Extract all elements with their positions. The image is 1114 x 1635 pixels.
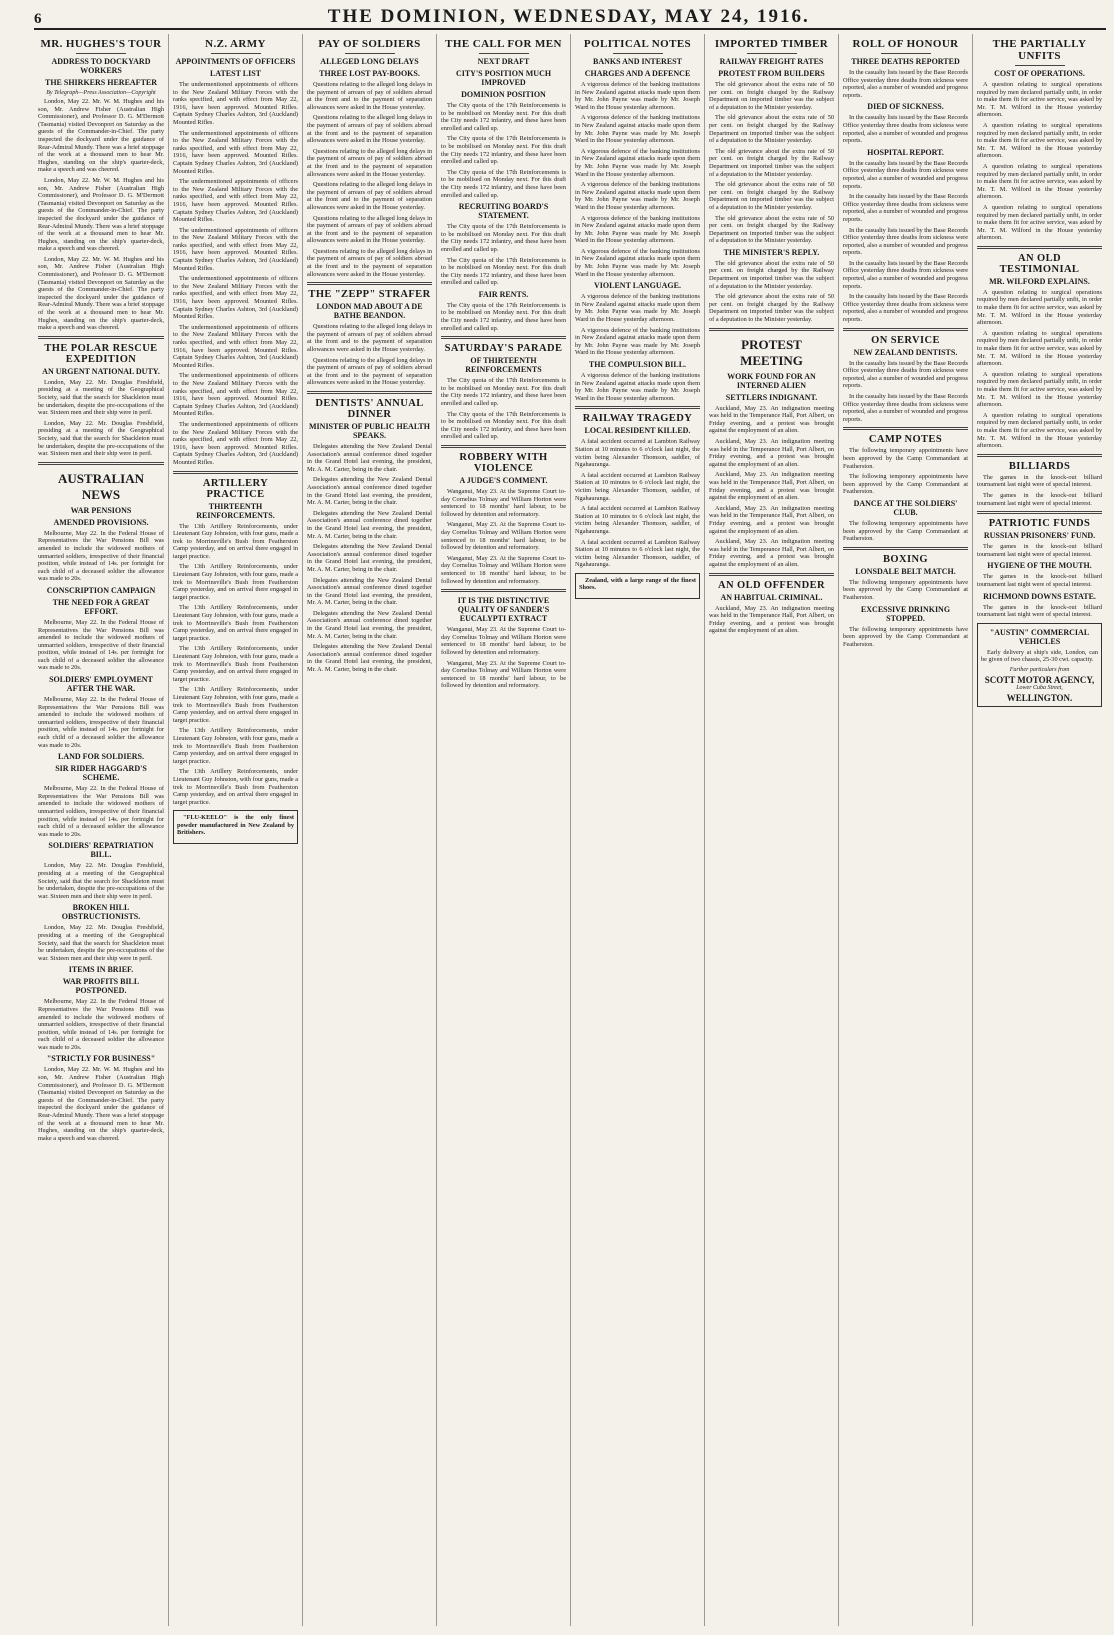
article-body: Auckland, May 23. An indignation meeting was held in the Temperance Hall, Port Albert, on Friday evening, and a protest was brought against the employment of an alien.: [709, 538, 834, 568]
article-body: The undermentioned appointments of officers to the New Zealand Military Forces with the ranks specified, and with effect from May 22, 1916, have been approved. Mounted Rifles. Captain Sydney Charles Ashton, 3rd (Auckland) Mounted Rifles.: [173, 372, 298, 418]
headline: IMPORTED TIMBER: [714, 38, 829, 50]
article-body: A question relating to surgical operations required by men declared partially unfit, in order to make them fit for active service, was asked by Mr. T. M. Wilford in the House yesterday afternoon.: [977, 81, 1102, 119]
article-body: A vigorous defence of the banking institutions in New Zealand against attacks made upon them by Mr. John Payne was made by Mr. Joseph Ward in the House yesterday afternoon.: [575, 372, 700, 402]
column-2: [168, 34, 302, 1626]
article-body: Melbourne, May 22. In the Federal House of Representatives the War Pensions Bill was amended to include the widowed mothers of unmarried soldiers, irrespective of their financial position, while instead of 14s. per fortnight for each child of a deceased soldier the allowance was made to 20s.: [38, 696, 164, 749]
subheadline: IT IS THE DISTINCTIVE QUALITY OF SANDER'S EUCALYPTI EXTRACT: [457, 596, 550, 624]
article-body: The undermentioned appointments of officers to the New Zealand Military Forces with the ranks specified, and with effect from May 22, 1916, have been approved. Mounted Rifles. Captain Sydney Charles Ashton, 3rd (Auckland) Mounted Rifles.: [173, 323, 298, 369]
divider: [441, 589, 566, 592]
article-body: The games in the knock-out billiard tournament last night were of special interest.: [977, 491, 1102, 507]
subheadline: BROKEN HILL OBSTRUCTIONISTS.: [61, 903, 141, 922]
subheadline: THE NEED FOR A GREAT EFFORT.: [52, 597, 150, 616]
advertisement: [977, 623, 1102, 707]
subheadline: WAR PROFITS BILL POSTPONED.: [62, 977, 140, 996]
headline: PAY OF SOLDIERS: [318, 38, 421, 50]
divider: [345, 53, 395, 54]
subheadline: ALLEGED LONG DELAYS: [320, 57, 419, 66]
subheadline: LOCAL RESIDENT KILLED.: [584, 426, 691, 436]
headline: THE CALL FOR MEN: [445, 38, 562, 50]
divider: [613, 53, 663, 54]
article-body: The 13th Artillery Reinforcements, under Lieutenant Guy Johnston, with four guns, made a trek to Morrinsville's Bush from Featherston Camp yesterday, and on arrival there engaged in target practice.: [173, 604, 298, 642]
article-body: In the casualty lists issued by the Base Records Office yesterday three deaths from sickness were reported, also a number of wounded and progress reports.: [843, 259, 968, 290]
article-body: A fatal accident occurred at Lambton Railway Station at 10 minutes to 6 o'clock last night, the victim being Alexander Thomson, saddler, of Ngahauranga.: [575, 538, 700, 569]
article-body: A question relating to surgical operations required by men declared partially unfit, in order to make them fit for active service, was asked by Mr. T. M. Wilford in the House yesterday afternoon.: [977, 203, 1102, 242]
article-body: The following temporary appointments have been approved by the Camp Commandant at Featherston.: [843, 473, 968, 496]
article-body: Wanganui, May 23. At the Supreme Court to-day Cornelius Tolmay and William Horton were sentenced to 18 months' hard labour, to be followed by detention and reformatory.: [441, 554, 566, 585]
ad-city: WELLINGTON.: [1006, 692, 1073, 703]
headline: N.Z. ARMY: [205, 38, 266, 50]
article-body: The old grievance about the extra rate of 50 per cent. on freight charged by the Railway Department on imported timber was the subject of a deputation to the Minister yesterday.: [709, 293, 834, 324]
headline: BILLIARDS: [1008, 460, 1071, 472]
subheadline: LONSDALE BELT MATCH.: [855, 566, 956, 576]
article-body: A fatal accident occurred at Lambton Railway Station at 10 minutes to 6 o'clock last night, the victim being Alexander Thomson, saddler, of Ngahauranga.: [575, 438, 700, 469]
subheadline: LAND FOR SOLDIERS.: [57, 752, 144, 762]
divider: [38, 462, 164, 465]
headline: DENTISTS' ANNUAL DINNER: [315, 398, 424, 420]
article-body: Questions relating to the alleged long delays in the payment of arrears of pay of soldiers abroad at the front and to the payment of separation allowances were asked in the House yesterday.: [307, 323, 432, 354]
subheadline: A JUDGE'S COMMENT.: [459, 476, 548, 485]
subheadline: LONDON MAD ABOUT A DE BATHE BEANDON.: [316, 302, 423, 321]
article-body: The undermentioned appointments of officers to the New Zealand Military Forces with the ranks specified, and with effect from May 22, 1916, have been approved. Mounted Rifles. Captain Sydney Charles Ashton, 3rd (Auckland) Mounted Rifles.: [173, 275, 298, 321]
subheadline: WAR PENSIONS: [70, 505, 132, 515]
article-body: In the casualty lists issued by the Base Records Office yesterday three deaths from sickness were reported, also a number of wounded and progress reports.: [843, 393, 968, 423]
subheadline: VIOLENT LANGUAGE.: [594, 281, 681, 291]
article-body: In the casualty lists issued by the Base Records Office yesterday three deaths from sickness were reported, also a number of wounded and progress reports.: [843, 159, 968, 190]
article-body: The undermentioned appointments of officers to the New Zealand Military Forces with the ranks specified, and with effect from May 22, 1916, have been approved. Mounted Rifles. Captain Sydney Charles Ashton, 3rd (Auckland) Mounted Rifles.: [173, 420, 298, 466]
headline: ROBBERY WITH VIOLENCE: [459, 452, 548, 474]
headline: AN OLD TESTIMONIAL: [999, 252, 1080, 275]
article-body: London, May 22. Mr. Douglas Freshfield, presiding at a meeting of the Geographical Society, said that the search for Shackleton must be undertaken, despite the pre-occupations of the war. Sixteen men and their ship were in peril.: [38, 378, 164, 417]
headline: THE POLAR RESCUE EXPEDITION: [44, 342, 158, 365]
divider: [173, 471, 298, 474]
column-8: [972, 34, 1106, 1626]
article-body: Questions relating to the alleged long delays in the payment of arrears of pay of soldiers abroad at the front and to the payment of separation allowances were asked in the House yesterday.: [307, 214, 432, 245]
article-body: Melbourne, May 22. In the Federal House of Representatives the War Pensions Bill was amended to include the widowed mothers of unmarried soldiers, irrespective of their financial position, while instead of 14s. per fortnight for each child of a deceased soldier the allowance was made to 20s.: [38, 618, 164, 672]
article-body: The City quota of the 17th Reinforcements is to be mobilised on Monday next. For this draft the City needs 172 infantry, and these have been enrolled and called up.: [441, 223, 566, 253]
column-1: [34, 34, 168, 1626]
article-body: The 13th Artillery Reinforcements, under Lieutenant Guy Johnston, with four guns, made a trek to Morrinsville's Bush from Featherston Camp yesterday, and on arrival there engaged in target practice.: [173, 645, 298, 683]
article-body: The City quota of the 17th Reinforcements is to be mobilised on Monday next. For this draft the City needs 172 infantry, and these have been enrolled and called up.: [441, 102, 566, 132]
subheadline: COST OF OPERATIONS.: [994, 69, 1085, 78]
headline: ROLL OF HONOUR: [852, 38, 959, 50]
article-body: The 13th Artillery Reinforcements, under Lieutenant Guy Johnston, with four guns, made a trek to Morrinsville's Bush from Featherston Camp yesterday, and on arrival there engaged in target practice.: [173, 522, 298, 560]
subheadline: MINISTER OF PUBLIC HEALTH SPEAKS.: [309, 422, 430, 440]
subheadline: SOLDIERS' EMPLOYMENT AFTER THE WAR.: [49, 675, 153, 694]
article-body: The old grievance about the extra rate of 50 per cent. on freight charged by the Railway Department on imported timber was the subject of a deputation to the Minister yesterday.: [709, 214, 834, 245]
subheadline: FAIR RENTS.: [478, 289, 529, 299]
section-headline: AUSTRALIAN NEWS: [58, 470, 144, 502]
subheadline: EXCESSIVE DRINKING STOPPED.: [860, 604, 951, 623]
article-body: A vigorous defence of the banking institutions in New Zealand against attacks made upon them by Mr. John Payne was made by Mr. Joseph Ward in the House yesterday afternoon.: [575, 181, 700, 211]
article-body: Auckland, May 23. An indignation meeting was held in the Temperance Hall, Port Albert, on Friday evening, and a protest was brought against the employment of an alien.: [709, 471, 834, 502]
subheadline: "STRICTLY FOR BUSINESS": [46, 1054, 156, 1064]
subheadline: CITY'S POSITION MUCH IMPROVED: [455, 69, 552, 87]
headline: THE "ZEPP" STRAFER: [308, 289, 431, 301]
subheadline: RECRUITING BOARD'S STATEMENT.: [458, 202, 549, 221]
page-number: 6: [34, 11, 42, 27]
article-body: The games in the knock-out billiard tournament last night were of special interest.: [977, 543, 1102, 558]
divider: [977, 246, 1102, 249]
subheadline: AN HABITUAL CRIMINAL.: [720, 592, 823, 602]
article-body: Auckland, May 23. An indignation meeting was held in the Temperance Hall, Port Albert, on Friday evening, and a protest was brought against the employment of an alien.: [709, 504, 834, 535]
headline: MR. HUGHES'S TOUR: [40, 38, 162, 50]
article-body: Delegates attending the New Zealand Dental Association's annual conference dined together in the Grand Hotel last evening, the president, Mr. A. M. Carter, being in the chair.: [307, 543, 432, 573]
article-body: London, May 22. Mr. Douglas Freshfield, presiding at a meeting of the Geographical Society, said that the search for Shackleton must be undertaken, despite the pre-occupations of the war. Sixteen men and their ship were in peril.: [38, 862, 164, 900]
newspaper-title: THE DOMINION, WEDNESDAY, MAY 24, 1916.: [327, 6, 810, 27]
article-body: Wanganui, May 23. At the Supreme Court to-day Cornelius Tolmay and William Horton were sentenced to 18 months' hard labour, to be followed by detention and reformatory.: [441, 626, 566, 656]
divider: [441, 445, 566, 448]
article-body: A question relating to surgical operations required by men declared partially unfit, in order to make them fit for active service, was asked by Mr. T. M. Wilford in the House yesterday afternoon.: [977, 329, 1102, 368]
subheadline: MR. WILFORD EXPLAINS.: [989, 276, 1090, 286]
subheadline: THE SHIRKERS HEREAFTER: [44, 78, 158, 87]
subheadline: THE MINISTER'S REPLY.: [723, 247, 820, 257]
subheadline: THE COMPULSION BILL.: [588, 360, 687, 369]
article-body: In the casualty lists issued by the Base Records Office yesterday three deaths from sickness were reported, also a number of wounded and progress reports.: [843, 359, 968, 390]
subheadline: LATEST LIST: [209, 69, 262, 78]
headline: ARTILLERY PRACTICE: [202, 477, 269, 500]
ad-text: Early delivery at ship's side, London, can be given of two chassis, 25-30 cwt. capacity.: [981, 648, 1098, 664]
section-headline: PROTEST MEETING: [740, 336, 803, 368]
article-body: London, May 22. Mr. Douglas Freshfield, presiding at a meeting of the Geographical Society, said that the search for Shackleton must be undertaken, despite the pre-occupations of the war. Sixteen men and their ship were in peril.: [38, 924, 164, 962]
divider: [38, 336, 164, 339]
divider: [441, 336, 566, 339]
subheadline: PROTEST FROM BUILDERS: [718, 69, 825, 78]
subheadline: DANCE AT THE SOLDIERS' CLUB.: [853, 498, 958, 517]
article-body: The City quota of the 17th Reinforcements is to be mobilised on Monday next. For this draft the City needs 172 infantry, and these have been enrolled and called up.: [441, 410, 566, 441]
divider: [709, 573, 834, 576]
article-body: Delegates attending the New Zealand Dental Association's annual conference dined together in the Grand Hotel last evening, the president, Mr. A. M. Carter, being in the chair.: [307, 476, 432, 507]
subheadline: ADDRESS TO DOCKYARD WORKERS: [51, 57, 151, 75]
article-body: London, May 22. Mr. W. M. Hughes and his son, Mr. Andrew Fisher (Australian High Commissioner), and Professor D. G. M'Dermott (Tasmania) visited Devonport on Saturday as the guests of the Commander-in-Chief. The party inspected the dockyard under the guidance of Rear-Admiral Mundy. There was a brief stoppage of the work at a thousand men to hear Mr. Hughes, standing on the ship's quarter-deck, make a speech and was cheered.: [38, 255, 164, 332]
subheadline: RAILWAY FREIGHT RATES: [719, 57, 824, 66]
article-body: Questions relating to the alleged long delays in the payment of arrears of pay of soldiers abroad at the front and to the payment of separation allowances were asked in the House yesterday.: [307, 114, 432, 145]
divider: [977, 454, 1102, 457]
subheadline: NEW ZEALAND DENTISTS.: [853, 347, 958, 357]
divider: [881, 53, 931, 54]
article-body: Auckland, May 23. An indignation meeting was held in the Temperance Hall, Port Albert, on Friday evening, and a protest was brought against the employment of an alien.: [709, 438, 834, 468]
divider: [747, 53, 797, 54]
advertisement: [575, 573, 700, 599]
article-body: A vigorous defence of the banking institutions in New Zealand against attacks made upon them by Mr. John Payne was made by Mr. Joseph Ward in the House yesterday afternoon.: [575, 114, 700, 145]
article-body: London, May 22. Mr. W. M. Hughes and his son, Mr. Andrew Fisher (Australian High Commissioner), and Professor D. G. M'Dermott (Tasmania) visited Devonport on Saturday as the guests of the Commander-in-Chief. The party inspected the dockyard under the guidance of Rear-Admiral Mundy. There was a brief stoppage of the work at a thousand men to hear Mr. Hughes, standing on the ship's quarter-deck, make a speech and was cheered.: [38, 1066, 164, 1142]
article-body: In the casualty lists issued by the Base Records Office yesterday three deaths from sickness were reported, also a number of wounded and progress reports.: [843, 69, 968, 99]
article-body: The games in the knock-out billiard tournament last night were of special interest.: [977, 473, 1102, 489]
article-body: The City quota of the 17th Reinforcements is to be mobilised on Monday next. For this draft the City needs 172 infantry, and these have been enrolled and called up.: [441, 135, 566, 166]
article-body: The old grievance about the extra rate of 50 per cent. on freight charged by the Railway Department on imported timber was the subject of a deputation to the Minister yesterday.: [709, 181, 834, 211]
divider: [977, 511, 1102, 514]
ad-text: Zealand, with a large range of the finest Shoes.: [579, 576, 696, 592]
article-body: The 13th Artillery Reinforcements, under Lieutenant Guy Johnston, with four guns, made a trek to Morrinsville's Bush from Featherston Camp yesterday, and on arrival there engaged in target practice.: [173, 727, 298, 765]
subheadline: SIR RIDER HAGGARD'S SCHEME.: [55, 764, 147, 783]
subheadline: AMENDED PROVISIONS.: [53, 517, 149, 527]
divider: [843, 547, 968, 550]
divider: [479, 53, 529, 54]
subheadline: NEXT DRAFT: [477, 57, 530, 66]
subheadline: HYGIENE OF THE MOUTH.: [987, 561, 1092, 571]
subheadline: THREE DEATHS REPORTED: [851, 57, 960, 66]
article-body: In the casualty lists issued by the Base Records Office yesterday three deaths from sickness were reported, also a number of wounded and progress reports.: [843, 293, 968, 324]
subheadline: RICHMOND DOWNS ESTATE.: [983, 591, 1096, 601]
article-body: The City quota of the 17th Reinforcements is to be mobilised on Monday next. For this draft the City needs 172 infantry, and these have been enrolled and called up.: [441, 301, 566, 332]
column-3: [302, 34, 436, 1626]
article-body: Wanganui, May 23. At the Supreme Court to-day Cornelius Tolmay and William Horton were sentenced to 18 months' hard labour, to be followed by detention and reformatory.: [441, 659, 566, 690]
headline: AN OLD OFFENDER: [718, 579, 825, 591]
headline: CAMP NOTES: [868, 434, 943, 446]
article-body: A vigorous defence of the banking institutions in New Zealand against attacks made upon them by Mr. John Payne was made by Mr. Joseph Ward in the House yesterday afternoon.: [575, 326, 700, 357]
subheadline: HOSPITAL REPORT.: [867, 147, 944, 157]
article-body: The old grievance about the extra rate of 50 per cent. on freight charged by the Railway Department on imported timber was the subject of a deputation to the Minister yesterday.: [709, 259, 834, 290]
article-body: A vigorous defence of the banking institutions in New Zealand against attacks made upon them by Mr. John Payne was made by Mr. Joseph Ward in the House yesterday afternoon.: [575, 81, 700, 111]
article-body: A vigorous defence of the banking institutions in New Zealand against attacks made upon them by Mr. John Payne was made by Mr. Joseph Ward in the House yesterday afternoon.: [575, 247, 700, 278]
article-body: A fatal accident occurred at Lambton Railway Station at 10 minutes to 6 o'clock last night, the victim being Alexander Thomson, saddler, of Ngahauranga.: [575, 471, 700, 502]
subheadline: SETTLERS INDIGNANT.: [725, 392, 818, 402]
article-body: The games in the knock-out billiard tournament last night were of special interest.: [977, 573, 1102, 588]
ad-text: Further particulars from: [1009, 666, 1070, 673]
article-body: London, May 22. Mr. Douglas Freshfield, presiding at a meeting of the Geographical Society, said that the search for Shackleton must be undertaken, despite the pre-occupations of the war. Sixteen men and their ship were in peril.: [38, 419, 164, 458]
subheadline: THREE LOST PAY-BOOKS.: [319, 69, 420, 78]
article-body: In the casualty lists issued by the Base Records Office yesterday three deaths from sickness were reported, also a number of wounded and progress reports.: [843, 114, 968, 145]
article-body: A question relating to surgical operations required by men declared partially unfit, in order to make them fit for active service, was asked by Mr. T. M. Wilford in the House yesterday afternoon.: [977, 121, 1102, 160]
divider: [709, 328, 834, 331]
divider: [1015, 65, 1065, 66]
byline: By Telegraph—Press Association—Copyright: [46, 90, 156, 96]
ad-company: SCOTT MOTOR AGENCY,: [984, 674, 1095, 685]
headline: PATRIOTIC FUNDS: [988, 518, 1091, 530]
article-body: A fatal accident occurred at Lambton Railway Station at 10 minutes to 6 o'clock last night, the victim being Alexander Thomson, saddler, of Ngahauranga.: [575, 505, 700, 535]
article-body: Melbourne, May 22. In the Federal House of Representatives the War Pensions Bill was amended to include the widowed mothers of unmarried soldiers, irrespective of their financial position, while instead of 14s. per fortnight for each child of a deceased soldier the allowance was made to 20s.: [38, 998, 164, 1051]
article-body: Wanganui, May 23. At the Supreme Court to-day Cornelius Tolmay and William Horton were sentenced to 18 months' hard labour, to be followed by detention and reformatory.: [441, 488, 566, 518]
subheadline: WORK FOUND FOR AN INTERNED ALIEN: [727, 371, 816, 390]
divider: [76, 53, 126, 54]
headline: BOXING: [883, 553, 928, 565]
article-body: The City quota of the 17th Reinforcements is to be mobilised on Monday next. For this draft the City needs 172 infantry, and these have been enrolled and called up.: [441, 168, 566, 199]
article-body: The following temporary appointments have been approved by the Camp Commandant at Featherston.: [843, 578, 968, 601]
headline: ON SERVICE: [871, 334, 940, 346]
article-body: Auckland, May 23. An indignation meeting was held in the Temperance Hall, Port Albert, on Friday evening, and a protest was brought against the employment of an alien.: [709, 404, 834, 435]
columns: [34, 34, 1106, 1626]
subheadline: DOMINION POSITION: [461, 90, 546, 99]
article-body: A question relating to surgical operations required by men declared partially unfit, in order to make them fit for active service, was asked by Mr. T. M. Wilford in the House yesterday afternoon.: [977, 288, 1102, 327]
article-body: The 13th Artillery Reinforcements, under Lieutenant Guy Johnston, with four guns, made a trek to Morrinsville's Bush from Featherston Camp yesterday, and on arrival there engaged in target practice.: [173, 686, 298, 724]
article-body: The old grievance about the extra rate of 50 per cent. on freight charged by the Railway Department on imported timber was the subject of a deputation to the Minister yesterday.: [709, 114, 834, 145]
article-body: The following temporary appointments have been approved by the Camp Commandant at Featherston.: [843, 447, 968, 470]
article-body: Questions relating to the alleged long delays in the payment of arrears of pay of soldiers abroad at the front and to the payment of separation allowances were asked in the House yesterday.: [307, 81, 432, 111]
headline: SATURDAY'S PARADE: [444, 343, 563, 355]
article-body: A vigorous defence of the banking institutions in New Zealand against attacks made upon them by Mr. John Payne was made by Mr. Joseph Ward in the House yesterday afternoon.: [575, 214, 700, 245]
headline: RAILWAY TRAGEDY: [582, 413, 693, 425]
article-body: The City quota of the 17th Reinforcements is to be mobilised on Monday next. For this draft the City needs 172 infantry, and these have been enrolled and called up.: [441, 256, 566, 287]
article-body: Melbourne, May 22. In the Federal House of Representatives the War Pensions Bill was amended to include the widowed mothers of unmarried soldiers, irrespective of their financial position, while instead of 14s. per fortnight for each child of a deceased soldier the allowance was made to 20s.: [38, 529, 164, 583]
column-6: [704, 34, 838, 1626]
article-body: The undermentioned appointments of officers to the New Zealand Military Forces with the ranks specified, and with effect from May 22, 1916, have been approved. Mounted Rifles. Captain Sydney Charles Ashton, 3rd (Auckland) Mounted Rifles.: [173, 81, 298, 126]
subheadline: RUSSIAN PRISONERS' FUND.: [983, 531, 1096, 541]
article-body: Delegates attending the New Zealand Dental Association's annual conference dined together in the Grand Hotel last evening, the president, Mr. A. M. Carter, being in the chair.: [307, 509, 432, 540]
article-body: The undermentioned appointments of officers to the New Zealand Military Forces with the ranks specified, and with effect from May 22, 1916, have been approved. Mounted Rifles. Captain Sydney Charles Ashton, 3rd (Auckland) Mounted Rifles.: [173, 178, 298, 224]
ad-text: "FLU-KEELO" is the only finest powder manufactured in New Zealand by Britishers.: [177, 814, 294, 837]
article-body: The old grievance about the extra rate of 50 per cent. on freight charged by the Railway Department on imported timber was the subject of a deputation to the Minister yesterday.: [709, 81, 834, 111]
article-body: In the casualty lists issued by the Base Records Office yesterday three deaths from sickness were reported, also a number of wounded and progress reports.: [843, 193, 968, 223]
divider: [307, 391, 432, 394]
subheadline: OF THIRTEENTH REINFORCEMENTS: [465, 356, 542, 375]
subheadline: BANKS AND INTEREST: [593, 57, 682, 66]
subheadline: DIED OF SICKNESS.: [867, 102, 944, 112]
article-body: The City quota of the 17th Reinforcements is to be mobilised on Monday next. For this draft the City needs 172 infantry, and these have been enrolled and called up.: [441, 377, 566, 408]
article-body: A vigorous defence of the banking institutions in New Zealand against attacks made upon them by Mr. John Payne was made by Mr. Joseph Ward in the House yesterday afternoon.: [575, 293, 700, 324]
article-body: The undermentioned appointments of officers to the New Zealand Military Forces with the ranks specified, and with effect from May 22, 1916, have been approved. Mounted Rifles. Captain Sydney Charles Ashton, 3rd (Auckland) Mounted Rifles.: [173, 129, 298, 175]
article-body: Auckland, May 23. An indignation meeting was held in the Temperance Hall, Port Albert, on Friday evening, and a protest was brought against the employment of an alien.: [709, 604, 834, 635]
subheadline: ITEMS IN BRIEF.: [68, 965, 134, 975]
subheadline: APPOINTMENTS OF OFFICERS: [175, 57, 296, 66]
article-body: Delegates attending the New Zealand Dental Association's annual conference dined together in the Grand Hotel last evening, the president, Mr. A. M. Carter, being in the chair.: [307, 576, 432, 607]
article-body: In the casualty lists issued by the Base Records Office yesterday three deaths from sickness were reported, also a number of wounded and progress reports.: [843, 226, 968, 257]
subheadline: THIRTEENTH REINFORCEMENTS.: [196, 501, 275, 520]
article-body: A vigorous defence of the banking institutions in New Zealand against attacks made upon them by Mr. John Payne was made by Mr. Joseph Ward in the House yesterday afternoon.: [575, 147, 700, 178]
headline: POLITICAL NOTES: [583, 38, 692, 50]
subheadline: AN URGENT NATIONAL DUTY.: [42, 366, 160, 376]
divider: [575, 406, 700, 409]
article-body: The 13th Artillery Reinforcements, under Lieutenant Guy Johnston, with four guns, made a trek to Morrinsville's Bush from Featherston Camp yesterday, and on arrival there engaged in target practice.: [173, 768, 298, 806]
article-body: Delegates attending the New Zealand Dental Association's annual conference dined together in the Grand Hotel last evening, the president, Mr. A. M. Carter, being in the chair.: [307, 443, 432, 473]
article-body: Questions relating to the alleged long delays in the payment of arrears of pay of soldiers abroad at the front and to the payment of separation allowances were asked in the House yesterday.: [307, 147, 432, 178]
article-body: A question relating to surgical operations required by men declared partially unfit, in order to make them fit for active service, was asked by Mr. T. M. Wilford in the House yesterday afternoon.: [977, 411, 1102, 450]
article-body: The old grievance about the extra rate of 50 per cent. on freight charged by the Railway Department on imported timber was the subject of a deputation to the Minister yesterday.: [709, 147, 834, 178]
column-7: [838, 34, 972, 1626]
article-body: Wanganui, May 23. At the Supreme Court to-day Cornelius Tolmay and William Horton were sentenced to 18 months' hard labour, to be followed by detention and reformatory.: [441, 521, 566, 552]
article-body: Questions relating to the alleged long delays in the payment of arrears of pay of soldiers abroad at the front and to the payment of separation allowances were asked in the House yesterday.: [307, 356, 432, 387]
ad-headline: "AUSTIN" COMMERCIAL VEHICLES: [989, 627, 1090, 646]
subheadline: CHARGES AND A DEFENCE: [584, 69, 691, 78]
article-body: A question relating to surgical operations required by men declared partially unfit, in order to make them fit for active service, was asked by Mr. T. M. Wilford in the House yesterday afternoon.: [977, 370, 1102, 409]
article-body: The following temporary appointments have been approved by the Camp Commandant at Featherston.: [843, 519, 968, 543]
divider: [211, 53, 261, 54]
article-body: The 13th Artillery Reinforcements, under Lieutenant Guy Johnston, with four guns, made a trek to Morrinsville's Bush from Featherston Camp yesterday, and on arrival there engaged in target practice.: [173, 563, 298, 601]
column-4: [436, 34, 570, 1626]
article-body: Melbourne, May 22. In the Federal House of Representatives the War Pensions Bill was amended to include the widowed mothers of unmarried soldiers, irrespective of their financial position, while instead of 14s. per fortnight for each child of a deceased soldier the allowance was made to 20s.: [38, 785, 164, 838]
article-body: London, May 22. Mr. W. M. Hughes and his son, Mr. Andrew Fisher (Australian High Commissioner), and Professor D. G. M'Dermott (Tasmania) visited Devonport on Saturday as the guests of the Commander-in-Chief. The party inspected the dockyard under the guidance of Rear-Admiral Mundy. There was a brief stoppage of the work at a thousand men to hear Mr. Hughes, standing on the ship's quarter-deck, make a speech and was cheered.: [38, 176, 164, 253]
headline: THE PARTIALLY UNFITS: [992, 38, 1087, 62]
article-body: A question relating to surgical operations required by men declared partially unfit, in order to make them fit for active service, was asked by Mr. T. M. Wilford in the House yesterday afternoon.: [977, 162, 1102, 201]
article-body: Questions relating to the alleged long delays in the payment of arrears of pay of soldiers abroad at the front and to the payment of separation allowances were asked in the House yesterday.: [307, 181, 432, 211]
subheadline: SOLDIERS' REPATRIATION BILL.: [48, 841, 154, 860]
advertisement: [173, 810, 298, 844]
article-body: The games in the knock-out billiard tournament last night were of special interest.: [977, 603, 1102, 619]
divider: [843, 328, 968, 331]
article-body: The following temporary appointments have been approved by the Camp Commandant at Featherston.: [843, 625, 968, 648]
article-body: The undermentioned appointments of officers to the New Zealand Military Forces with the ranks specified, and with effect from May 22, 1916, have been approved. Mounted Rifles. Captain Sydney Charles Ashton, 3rd (Auckland) Mounted Rifles.: [173, 226, 298, 272]
article-body: Questions relating to the alleged long delays in the payment of arrears of pay of soldiers abroad at the front and to the payment of separation allowances were asked in the House yesterday.: [307, 247, 432, 278]
column-5: [570, 34, 704, 1626]
divider: [843, 427, 968, 430]
subheadline: CONSCRIPTION CAMPAIGN: [46, 585, 156, 595]
article-body: London, May 22. Mr. W. M. Hughes and his son, Mr. Andrew Fisher (Australian High Commissioner), and Professor D. G. M'Dermott (Tasmania) visited Devonport on Saturday as the guests of the Commander-in-Chief. The party inspected the dockyard under the guidance of Rear-Admiral Mundy. There was a brief stoppage of the work at a thousand men to hear Mr. Hughes, standing on the ship's quarter-deck, make a speech and was cheered.: [38, 98, 164, 174]
ad-address: Lower Cuba Street,: [1016, 684, 1063, 691]
masthead: [34, 6, 1106, 30]
divider: [307, 282, 432, 285]
article-body: Delegates attending the New Zealand Dental Association's annual conference dined together in the Grand Hotel last evening, the president, Mr. A. M. Carter, being in the chair.: [307, 643, 432, 674]
article-body: Delegates attending the New Zealand Dental Association's annual conference dined together in the Grand Hotel last evening, the president, Mr. A. M. Carter, being in the chair.: [307, 609, 432, 640]
